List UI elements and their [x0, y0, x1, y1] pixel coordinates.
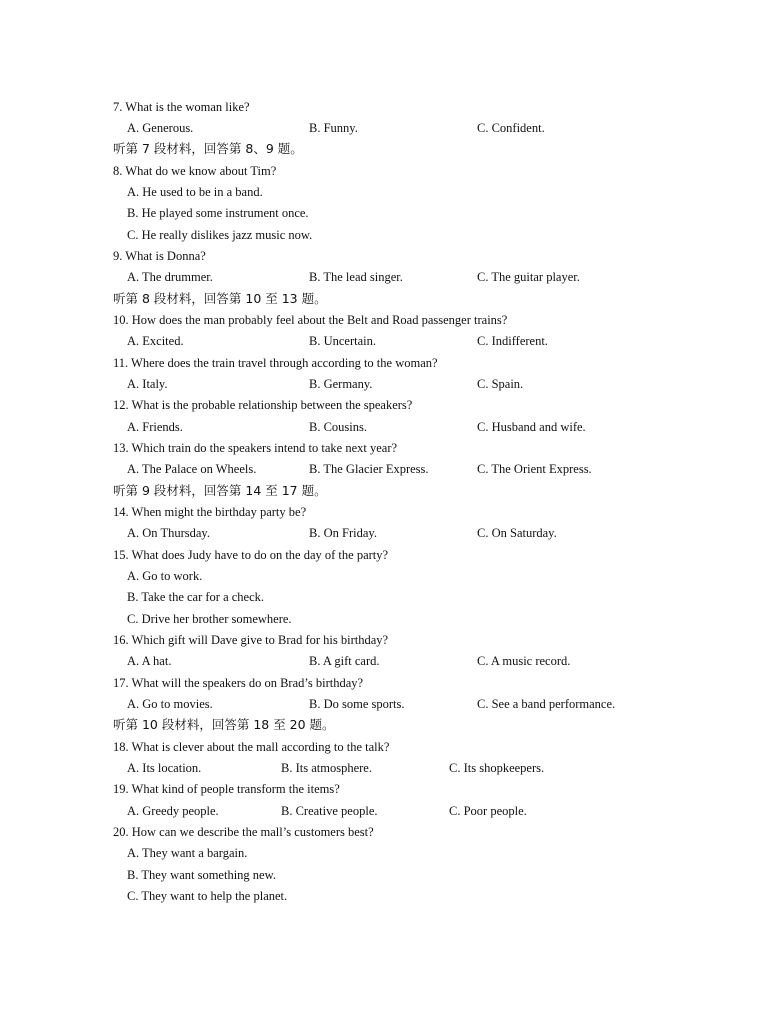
question-7-option-b: B. Funny. [309, 121, 358, 135]
question-10-option-c: C. Indifferent. [477, 334, 548, 348]
question-13-option-c: C. The Orient Express. [477, 462, 592, 476]
section-heading-7: 听第 7 段材料，回答第 8、9 题。 [113, 141, 303, 156]
question-15-stem: 15. What does Judy have to do on the day of the party? [113, 548, 389, 562]
question-8-option-c: C. He really dislikes jazz music now. [127, 228, 313, 242]
question-14-stem: 14. When might the birthday party be? [113, 505, 307, 519]
question-14-option-c: C. On Saturday. [477, 526, 557, 540]
question-10-stem: 10. How does the man probably feel about the Belt and Road passenger trains? [113, 313, 508, 327]
question-16-stem: 16. Which gift will Dave give to Brad for his birthday? [113, 633, 389, 647]
question-19-option-a: A. Greedy people. [127, 804, 219, 818]
question-8-stem: 8. What do we know about Tim? [113, 164, 277, 178]
question-20-option-b: B. They want something new. [127, 868, 276, 882]
question-9-option-b: B. The lead singer. [309, 270, 403, 284]
question-18-option-a: A. Its location. [127, 761, 202, 775]
question-14-option-b: B. On Friday. [309, 526, 377, 540]
question-10-option-b: B. Uncertain. [309, 334, 376, 348]
question-17-option-a: A. Go to movies. [127, 697, 213, 711]
question-7-option-c: C. Confident. [477, 121, 545, 135]
question-13-option-b: B. The Glacier Express. [309, 462, 429, 476]
question-17-stem: 17. What will the speakers do on Brad’s birthday? [113, 676, 364, 690]
question-19-option-c: C. Poor people. [449, 804, 527, 818]
question-20-option-a: A. They want a bargain. [127, 846, 248, 860]
question-14-option-a: A. On Thursday. [127, 526, 210, 540]
question-9-option-c: C. The guitar player. [477, 270, 580, 284]
question-11-stem: 11. Where does the train travel through according to the woman? [113, 356, 438, 370]
question-17-option-b: B. Do some sports. [309, 697, 405, 711]
question-11-option-b: B. Germany. [309, 377, 373, 391]
question-10-option-a: A. Excited. [127, 334, 184, 348]
question-9-stem: 9. What is Donna? [113, 249, 206, 263]
question-18-option-c: C. Its shopkeepers. [449, 761, 545, 775]
question-11-option-c: C. Spain. [477, 377, 524, 391]
question-16-option-b: B. A gift card. [309, 654, 380, 668]
question-13-option-a: A. The Palace on Wheels. [127, 462, 257, 476]
question-8-option-a: A. He used to be in a band. [127, 185, 263, 199]
question-19-stem: 19. What kind of people transform the items? [113, 782, 340, 796]
question-8-option-b: B. He played some instrument once. [127, 206, 309, 220]
question-15-option-a: A. Go to work. [127, 569, 203, 583]
question-7-stem: 7. What is the woman like? [113, 100, 250, 114]
question-12-option-b: B. Cousins. [309, 420, 368, 434]
section-heading-10: 听第 10 段材料，回答第 18 至 20 题。 [113, 717, 335, 732]
section-heading-9: 听第 9 段材料，回答第 14 至 17 题。 [113, 483, 327, 498]
question-16-option-c: C. A music record. [477, 654, 571, 668]
question-16-option-a: A. A hat. [127, 654, 172, 668]
question-18-option-b: B. Its atmosphere. [281, 761, 372, 775]
question-12-option-c: C. Husband and wife. [477, 420, 586, 434]
question-20-option-c: C. They want to help the planet. [127, 889, 288, 903]
section-heading-8: 听第 8 段材料，回答第 10 至 13 题。 [113, 291, 327, 306]
question-9-option-a: A. The drummer. [127, 270, 213, 284]
question-15-option-c: C. Drive her brother somewhere. [127, 612, 292, 626]
question-19-option-b: B. Creative people. [281, 804, 378, 818]
question-12-option-a: A. Friends. [127, 420, 183, 434]
question-12-stem: 12. What is the probable relationship between the speakers? [113, 398, 413, 412]
question-7-option-a: A. Generous. [127, 121, 194, 135]
question-17-option-c: C. See a band performance. [477, 697, 616, 711]
question-13-stem: 13. Which train do the speakers intend to take next year? [113, 441, 398, 455]
question-18-stem: 18. What is clever about the mall according to the talk? [113, 740, 390, 754]
question-11-option-a: A. Italy. [127, 377, 168, 391]
question-20-stem: 20. How can we describe the mall’s customers best? [113, 825, 374, 839]
question-15-option-b: B. Take the car for a check. [127, 590, 265, 604]
